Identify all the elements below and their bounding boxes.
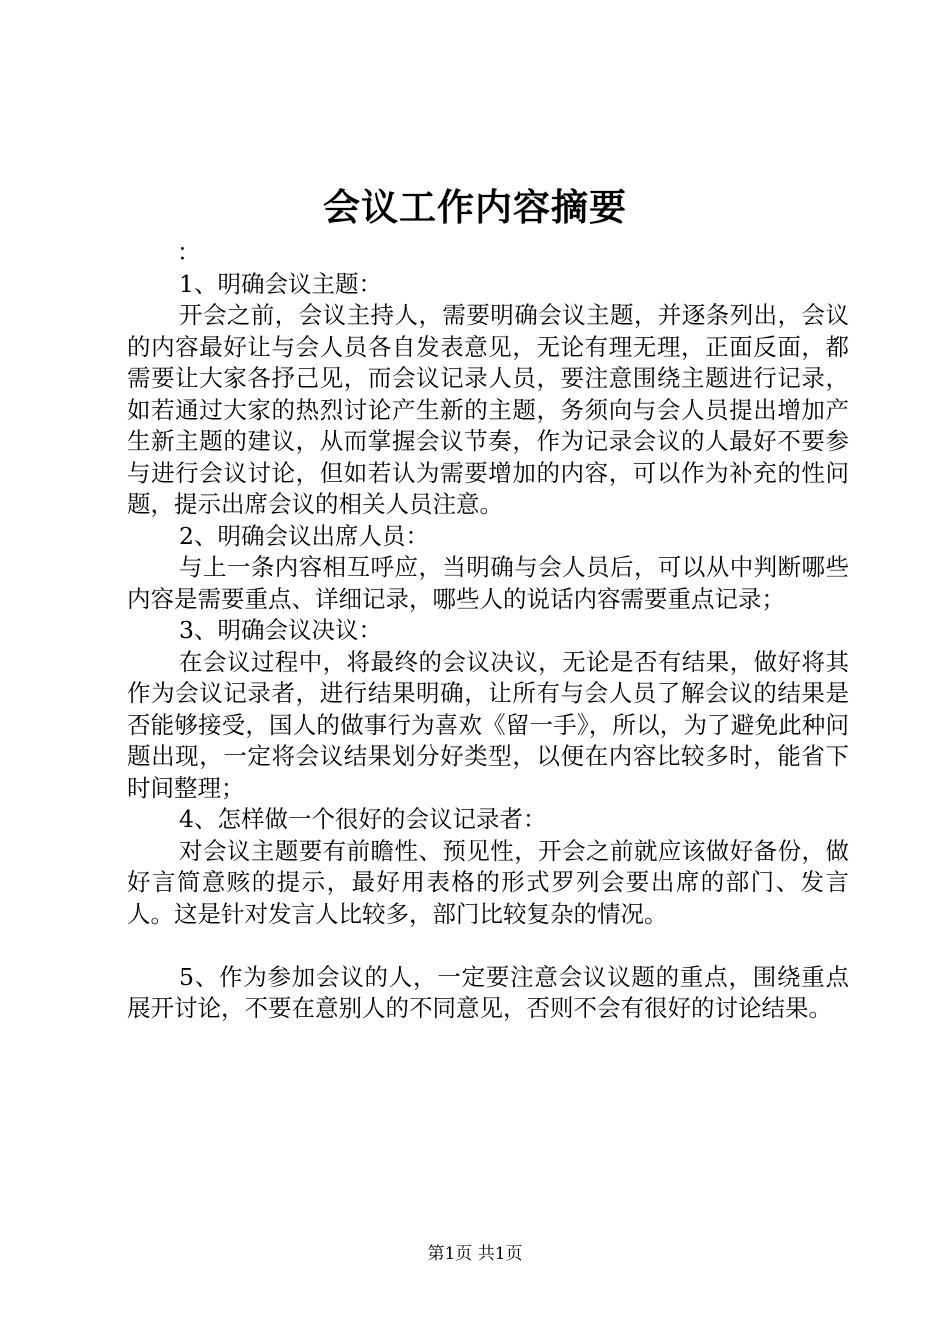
paragraph-1: 开会之前，会议主持人，需要明确会议主题，并逐条列出，会议的内容最好让与会人员各自发表意见，无论有理无理，正面反面，都需要让大家各抒己见，而会议记录人员，要注意围绕主题进行记录，如若通过大家的热烈讨论产生新的主题，务须向与会人员提出增加产生新主题的建议，从而掌握会议节奏，作为记录会议的人最好不要参与进行会议讨论，但如若认为需要增加的内容，可以作为补充的性问题，提示出席会议的相关人员注意。 [127, 301, 849, 518]
heading-2: 2、明确会议出席人员： [179, 521, 429, 550]
page-footer: 第1页 共1页 [427, 1244, 523, 1264]
document-body [127, 237, 849, 1025]
heading-1: 1、明确会议主题： [179, 269, 382, 298]
paragraph-5: 5、作为参加会议的人，一定要注意会议议题的重点，围绕重点展开讨论，不要在意别人的不同意见，否则不会有很好的讨论结果。 [127, 962, 849, 1022]
paragraph-2: 与上一条内容相互呼应，当明确与会人员后，可以从中判断哪些内容是需要重点、详细记录，哪些人的说话内容需要重点记录； [127, 553, 849, 613]
paragraph-3: 在会议过程中，将最终的会议决议，无论是否有结果，做好将其作为会议记录者，进行结果明确，让所有与会人员了解会议的结果是否能够接受，国人的做事行为喜欢《留一手》，所以，为了避免此种问题出现，一定将会议结果划分好类型，以便在内容比较多时，能省下时间整理； [127, 647, 849, 802]
heading-4: 4、怎样做一个很好的会议记录者： [179, 805, 547, 833]
heading-3: 3、明确会议决议： [179, 616, 382, 644]
lead-colon: ： [177, 238, 201, 266]
paragraph-4: 对会议主题要有前瞻性、预见性，开会之前就应该做好备份，做好言简意赅的提示，最好用表格的形式罗列会要出席的部门、发言人。这是针对发言人比较多，部门比较复杂的情况。 [127, 836, 849, 928]
document-title: 会议工作内容摘要 [323, 185, 627, 229]
blank-line [127, 930, 849, 962]
